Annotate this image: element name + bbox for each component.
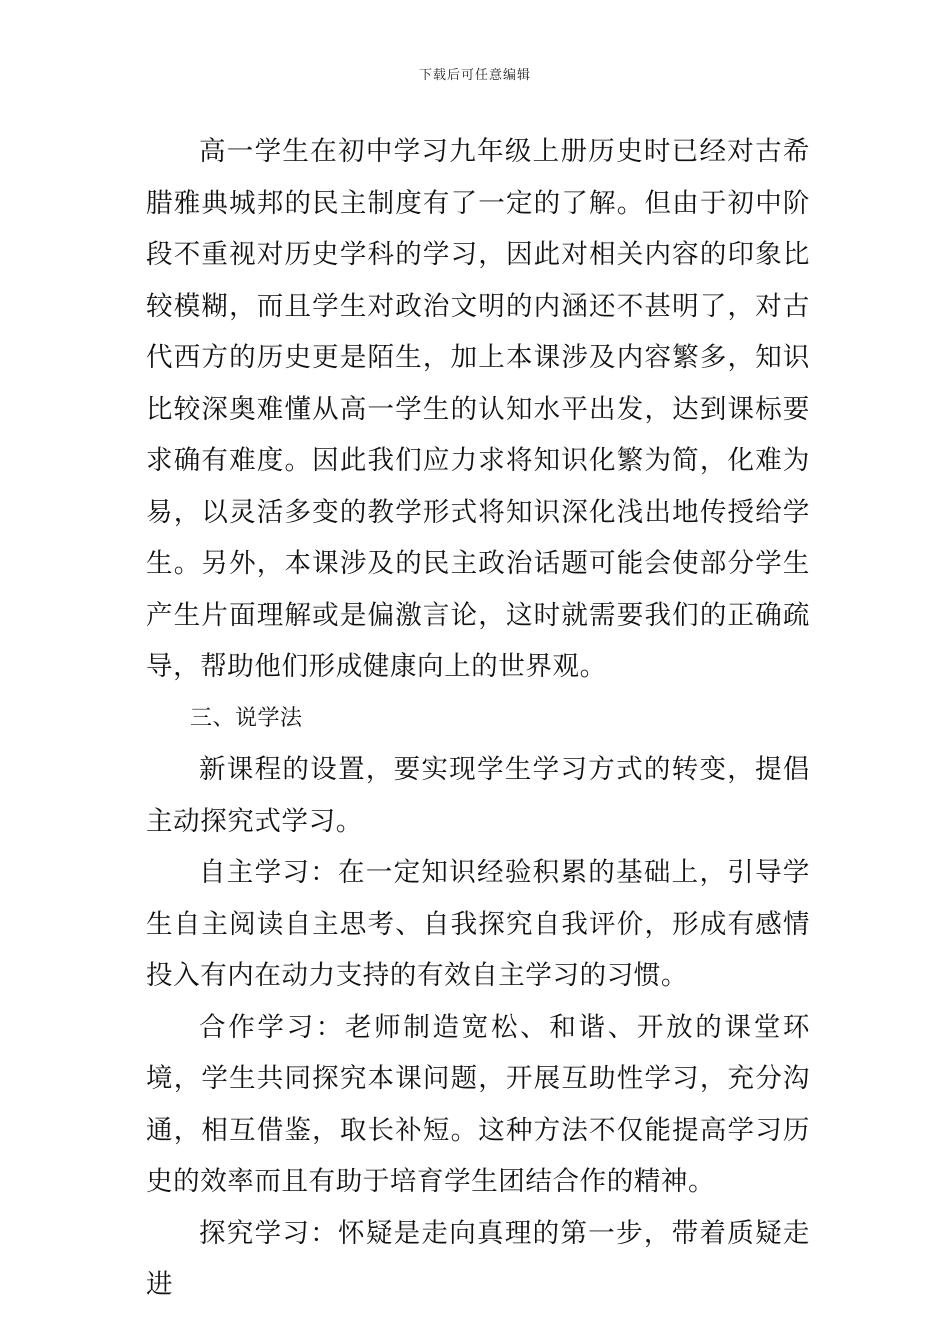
paragraph-curriculum-intro: 新课程的设置，要实现学生学习方式的转变，提倡主动探究式学习。: [146, 754, 810, 837]
page-header-note: 下载后可任意编辑: [418, 68, 531, 83]
document-body: [146, 126, 810, 1311]
paragraph-inquiry-study: 探究学习：怀疑是走向真理的第一步，带着质疑走进: [146, 1217, 810, 1300]
paragraph-cooperative-study: 合作学习：老师制造宽松、和谐、开放的课堂环境，学生共同探究本课问题，开展互助性学习，充分沟通，相互借鉴，取长补短。这种方法不仅能提高学习历史的效率而且有助于培育学生团结合作的精神。: [146, 1011, 810, 1197]
section-heading-learning-methods: 三、说学法: [190, 705, 303, 731]
paragraph-self-study: 自主学习：在一定知识经验积累的基础上，引导学生自主阅读自主思考、自我探究自我评价，形成有感情投入有内在动力支持的有效自主学习的习惯。: [146, 857, 810, 991]
paragraph-student-analysis: 高一学生在初中学习九年级上册历史时已经对古希腊雅典城邦的民主制度有了一定的了解。但由于初中阶段不重视对历史学科的学习，因此对相关内容的印象比较模糊，而且学生对政治文明的内涵还不甚明了，对古代西方的历史更是陌生，加上本课涉及内容繁多，知识比较深奥难懂从高一学生的认知水平出发，达到课标要求确有难度。因此我们应力求将知识化繁为简，化难为易，以灵活多变的教学形式将知识深化浅出地传授给学生。另外，本课涉及的民主政治话题可能会使部分学生产生片面理解或是偏激言论，这时就需要我们的正确疏导，帮助他们形成健康向上的世界观。: [146, 136, 810, 682]
